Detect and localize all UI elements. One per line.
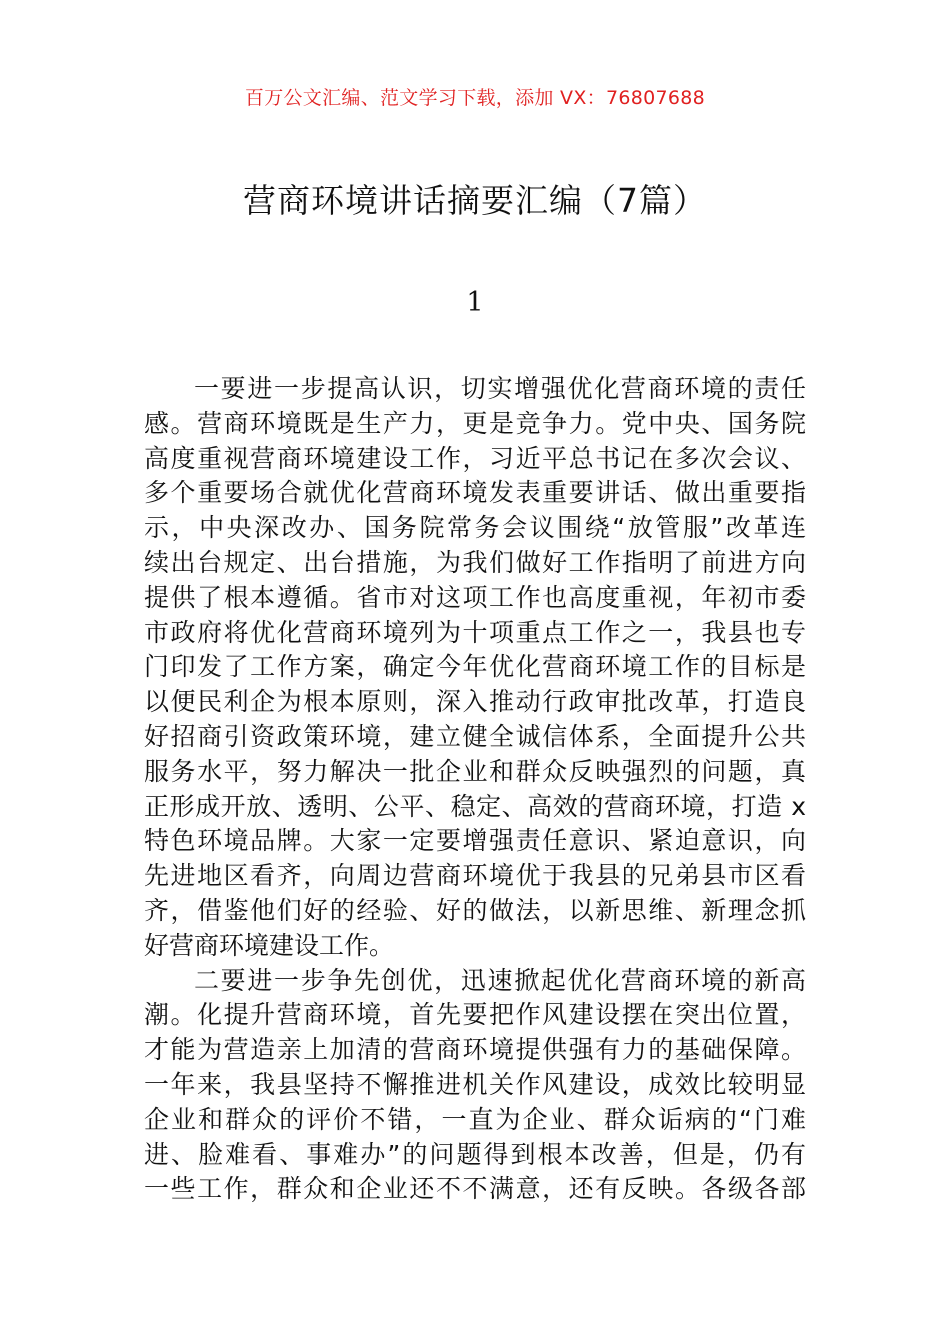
section-number: 1 (466, 287, 484, 318)
paragraph-line: 一些工作，群众和企业还不不满意，还有反映。各级各部 (144, 1174, 806, 1204)
paragraph-line: 潮。化提升营商环境，首先要把作风建设摆在突出位置， (144, 1000, 806, 1030)
paragraph-line: 企业和群众的评价不错，一直为企业、群众诟病的“门难 (144, 1104, 806, 1134)
paragraph-line: 好招商引资政策环境，建立健全诚信体系，全面提升公共 (144, 721, 806, 751)
document-body (144, 372, 806, 1207)
paragraph-line: 一年来，我县坚持不懈推进机关作风建设，成效比较明显 (144, 1069, 806, 1099)
paragraph-line: 好营商环境建设工作。 (144, 930, 395, 960)
paragraph-line: 正形成开放、透明、公平、稳定、高效的营商环境，打造 x (144, 791, 806, 821)
header-note: 百万公文汇编、范文学习下载，添加 VX：76807688 (244, 87, 706, 109)
paragraph-line: 进、脸难看、事难办”的问题得到根本改善，但是，仍有 (144, 1139, 806, 1169)
paragraph-line: 门印发了工作方案，确定今年优化营商环境工作的目标是 (144, 652, 806, 682)
paragraph-line: 续出台规定、出台措施，为我们做好工作指明了前进方向 (144, 547, 806, 577)
paragraph-line: 一要进一步提高认识，切实增强优化营商环境的责任 (194, 374, 806, 403)
paragraph-line: 先进地区看齐，向周边营商环境优于我县的兄弟县市区看 (144, 861, 806, 891)
paragraph-line: 二要进一步争先创优，迅速掀起优化营商环境的新高 (194, 965, 806, 995)
paragraph-line: 市政府将优化营商环境列为十项重点工作之一，我县也专 (144, 617, 806, 647)
paragraph-line: 示，中央深改办、国务院常务会议围绕“放管服”改革连 (144, 513, 806, 543)
paragraph-line: 服务水平，努力解决一批企业和群众反映强烈的问题，真 (144, 756, 806, 786)
paragraph-line: 特色环境品牌。大家一定要增强责任意识、紧迫意识，向 (144, 826, 806, 856)
paragraph-line: 以便民利企为根本原则，深入推动行政审批改革，打造良 (144, 687, 806, 717)
paragraph-line: 齐，借鉴他们好的经验、好的做法，以新思维、新理念抓 (144, 895, 806, 925)
paragraph-line: 高度重视营商环境建设工作，习近平总书记在多次会议、 (144, 443, 806, 473)
paragraph-line: 多个重要场合就优化营商环境发表重要讲话、做出重要指 (144, 478, 806, 508)
document-title: 营商环境讲话摘要汇编（7篇） (243, 181, 707, 220)
paragraph-line: 提供了根本遵循。省市对这项工作也高度重视，年初市委 (144, 582, 806, 612)
paragraph-line: 才能为营造亲上加清的营商环境提供强有力的基础保障。 (144, 1035, 806, 1065)
paragraph-line: 感。营商环境既是生产力，更是竞争力。党中央、国务院 (144, 408, 806, 438)
